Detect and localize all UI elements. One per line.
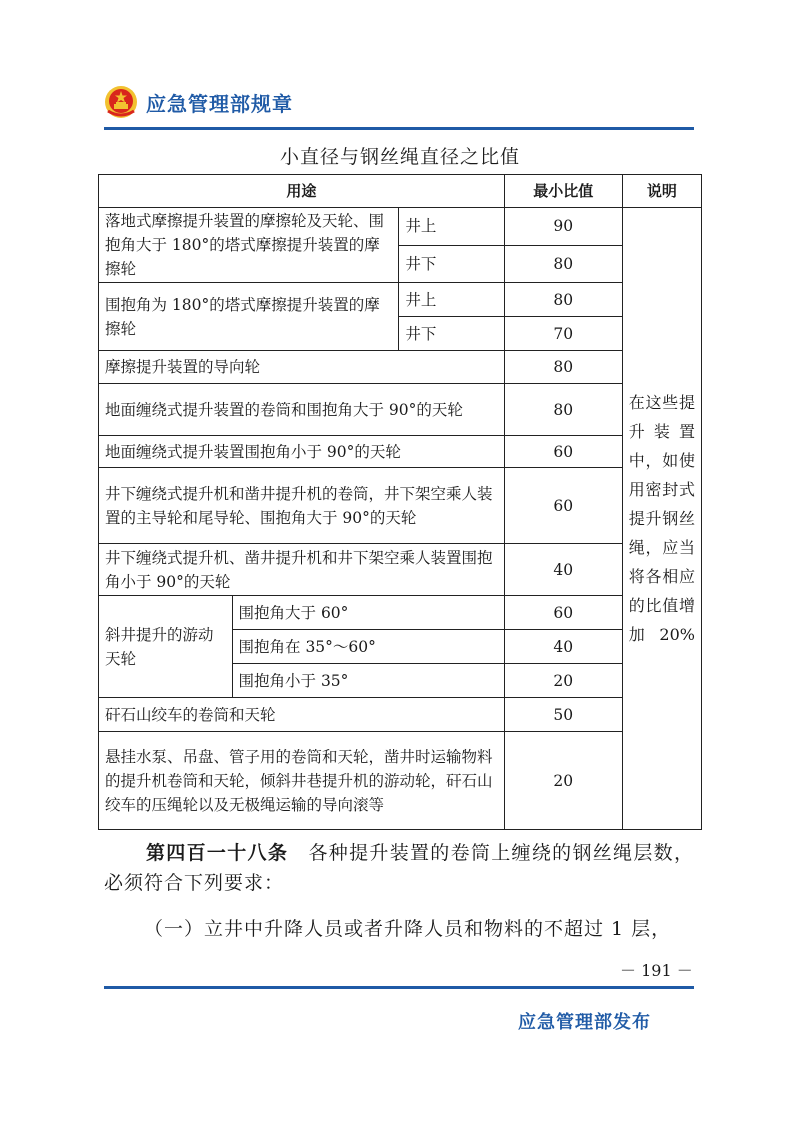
use-cell: 井下缠绕式提升机和凿井提升机的卷筒，井下架空乘人装置的主导轮和尾导轮、围抱角大于 90°的天轮 <box>99 468 505 544</box>
use-cell: 摩擦提升装置的导向轮 <box>99 351 505 384</box>
use-cell: 落地式摩擦提升装置的摩擦轮及天轮、围抱角大于 180°的塔式摩擦提升装置的摩擦轮 <box>99 208 399 283</box>
sub-cell: 井上 <box>399 283 504 317</box>
value-cell: 20 <box>504 732 622 830</box>
value-cell: 90 <box>504 208 622 246</box>
table-caption: 小直径与钢丝绳直径之比值 <box>279 146 520 168</box>
footer-publisher: 应急管理部发布 <box>518 1012 651 1033</box>
header-title: 应急管理部规章 <box>146 91 293 116</box>
note-cell: 在这些提升装置中，如使用密封式提升钢丝绳，应当将各相应的比值增加20% <box>622 208 701 830</box>
value-cell: 40 <box>504 544 622 596</box>
header-divider <box>104 127 694 130</box>
use-cell: 地面缠绕式提升装置围抱角小于 90°的天轮 <box>99 436 505 468</box>
sub-cell: 围抱角小于 35° <box>232 664 504 698</box>
table-header-row <box>99 175 702 208</box>
article-item-1: （一）立井中升降人员或者升降人员和物料的不超过 1 层， <box>144 918 672 940</box>
table-row <box>99 351 702 384</box>
sub-cell: 井下 <box>399 317 504 351</box>
sub-cell: 井下 <box>399 245 504 283</box>
use-cell: 悬挂水泵、吊盘、管子用的卷筒和天轮，凿井时运输物料的提升机卷筒和天轮，倾斜井巷提升机的游动轮，矸石山绞车的压绳轮以及无极绳运输的导向滚等 <box>99 732 505 830</box>
value-cell: 50 <box>504 698 622 732</box>
table-row <box>99 283 702 317</box>
value-cell: 60 <box>504 468 622 544</box>
table-row <box>99 544 702 596</box>
sub-cell: 围抱角在 35°～60° <box>232 630 504 664</box>
value-cell: 80 <box>504 245 622 283</box>
table-row <box>99 208 702 246</box>
table-row <box>99 698 702 732</box>
use-cell: 矸石山绞车的卷筒和天轮 <box>99 698 505 732</box>
page-number: － 191 － <box>620 961 693 980</box>
ratio-table <box>98 174 702 830</box>
value-cell: 80 <box>504 384 622 436</box>
use-cell: 围抱角为 180°的塔式摩擦提升装置的摩擦轮 <box>99 283 399 351</box>
value-cell: 60 <box>504 596 622 630</box>
national-emblem-icon <box>104 85 138 119</box>
article-title: 第四百一十八条 <box>146 842 289 864</box>
article-text: 各种提升装置的卷筒上缠绕的钢丝绳层数，必须符合下列要求： <box>104 842 694 894</box>
header-ratio: 最小比值 <box>504 175 622 208</box>
article-paragraph <box>104 838 694 898</box>
value-cell: 40 <box>504 630 622 664</box>
value-cell: 20 <box>504 664 622 698</box>
header-note: 说明 <box>622 175 701 208</box>
table-row <box>99 596 702 630</box>
value-cell: 80 <box>504 283 622 317</box>
footer-divider <box>104 986 694 989</box>
table-row <box>99 384 702 436</box>
value-cell: 70 <box>504 317 622 351</box>
table-row <box>99 468 702 544</box>
value-cell: 60 <box>504 436 622 468</box>
header-use: 用途 <box>99 175 505 208</box>
use-cell: 井下缠绕式提升机、凿井提升机和井下架空乘人装置围抱角小于 90°的天轮 <box>99 544 505 596</box>
use-cell: 地面缠绕式提升装置的卷筒和围抱角大于 90°的天轮 <box>99 384 505 436</box>
table-row <box>99 732 702 830</box>
table-row <box>99 436 702 468</box>
sub-cell: 井上 <box>399 208 504 246</box>
value-cell: 80 <box>504 351 622 384</box>
page-header <box>104 84 293 120</box>
sub-cell: 围抱角大于 60° <box>232 596 504 630</box>
use-cell: 斜井提升的游动天轮 <box>99 596 233 698</box>
